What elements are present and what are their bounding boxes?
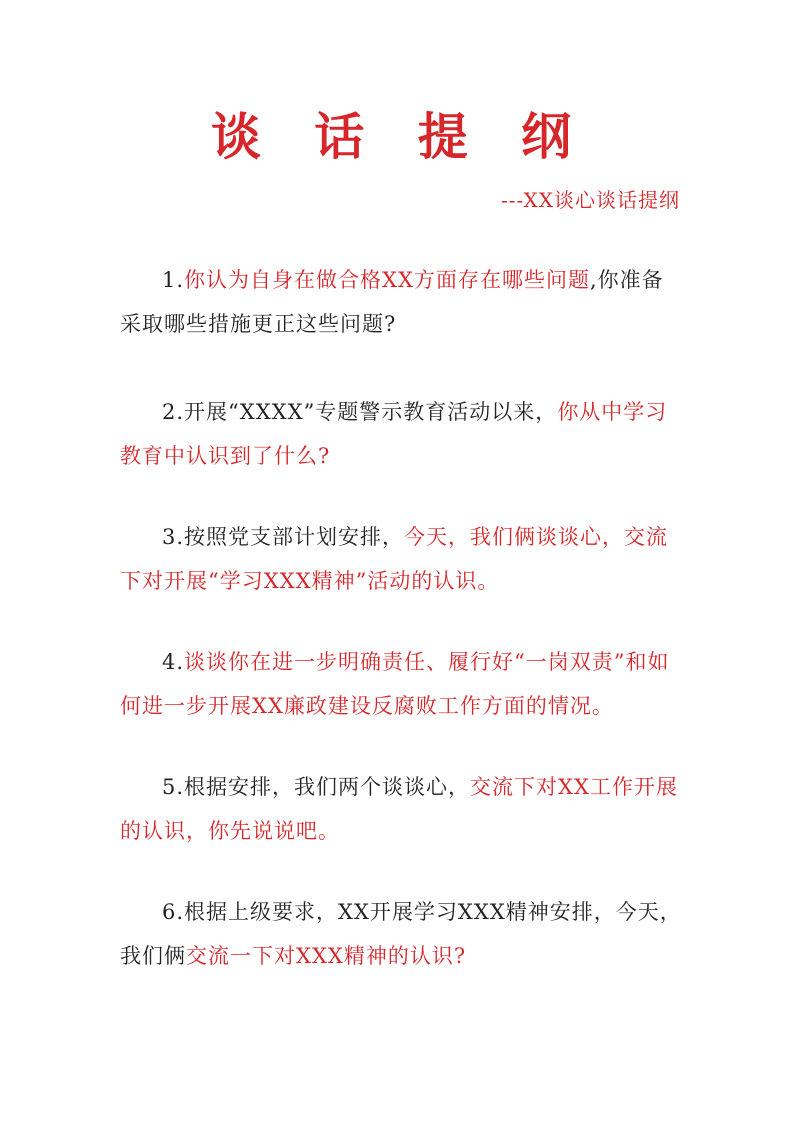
outline-item-3	[120, 515, 682, 603]
outline-item-2	[120, 390, 682, 478]
document-subtitle: ---XX谈心谈话提纲	[500, 188, 680, 212]
document-title: 谈 话 提 纲	[210, 107, 590, 166]
outline-item-1	[120, 258, 682, 346]
item-6-highlight: 交流一下对XXX精神的认识?	[186, 944, 467, 968]
item-2-lead: 2.开展“XXXX”专题警示教育活动以来，	[162, 400, 558, 424]
outline-item-6	[120, 890, 682, 978]
item-1-tail: ,你准备采取哪些措施更正这些问题?	[120, 268, 664, 336]
outline-item-5	[120, 765, 682, 853]
item-4-highlight: 谈谈你在进一步明确责任、履行好“一岗双责”和如何进一步开展XX廉政建设反腐败工作方面的情况。	[120, 650, 670, 718]
item-5-lead: 5.根据安排，我们两个谈谈心，	[162, 775, 471, 799]
item-3-lead: 3.按照党支部计划安排，	[162, 525, 405, 549]
item-4-lead: 4.	[162, 650, 185, 674]
item-6-lead: 6.根据上级要求，XX开展学习XXX精神安排，今天，我们俩	[120, 900, 682, 968]
item-1-highlight: 你认为自身在做合格XX方面存在哪些问题	[184, 268, 590, 292]
item-2-highlight: 你从中学习教育中认识到了什么?	[120, 400, 668, 468]
item-5-highlight: 交流下对XX工作开展的认识，你先说说吧。	[120, 775, 678, 843]
item-1-lead: 1.	[162, 268, 185, 292]
item-3-highlight: 今天，我们俩谈谈心，交流下对开展“学习XXX精神”活动的认识。	[120, 525, 669, 593]
outline-item-4	[120, 640, 682, 728]
